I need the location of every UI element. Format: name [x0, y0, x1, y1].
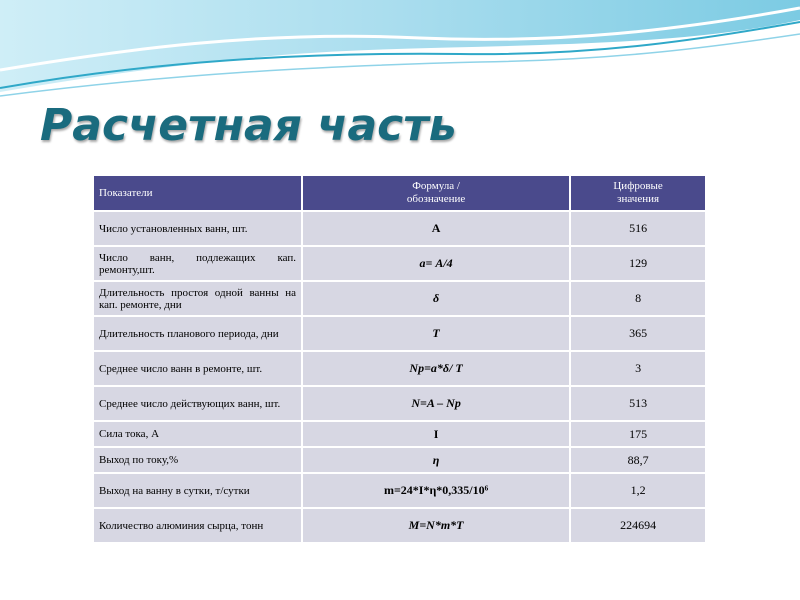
indicator-cell: Количество алюминия сырца, тонн	[94, 509, 301, 542]
indicator-cell: Среднее число ванн в ремонте, шт.	[94, 352, 301, 385]
formula-cell: η	[303, 448, 569, 472]
value-cell: 516	[571, 212, 705, 245]
table-row	[94, 387, 705, 420]
indicator-cell: Выход по току,%	[94, 448, 301, 472]
formula-cell: А	[303, 212, 569, 245]
table-row	[94, 422, 705, 446]
formula-cell: I	[303, 422, 569, 446]
header-values-line2: значения	[617, 193, 660, 205]
header-formula-line2: обозначение	[406, 193, 466, 205]
indicators-table	[92, 174, 707, 544]
formula-cell: M=N*m*T	[303, 509, 569, 542]
indicator-cell: Число установленных ванн, шт.	[94, 212, 301, 245]
header-formula-line1: Формула /	[412, 180, 460, 192]
header-formula	[303, 176, 569, 210]
value-cell: 3	[571, 352, 705, 385]
value-cell: 129	[571, 247, 705, 280]
value-cell: 513	[571, 387, 705, 420]
indicator-cell: Выход на ванну в сутки, т/сутки	[94, 474, 301, 507]
value-cell: 1,2	[571, 474, 705, 507]
slide-title: Расчетная часть	[40, 100, 457, 151]
formula-cell: N=A – Nр	[303, 387, 569, 420]
indicator-cell: Число ванн, подлежащих кап. ремонту,шт.	[94, 247, 301, 280]
value-cell: 88,7	[571, 448, 705, 472]
value-cell: 175	[571, 422, 705, 446]
formula-cell: m=24*I*η*0,335/10⁶	[303, 474, 569, 507]
table-header-row	[94, 176, 705, 210]
indicator-cell: Среднее число действующих ванн, шт.	[94, 387, 301, 420]
formula-cell: а= А/4	[303, 247, 569, 280]
formula-cell: Nр=а*δ/ Т	[303, 352, 569, 385]
table-row	[94, 317, 705, 350]
header-values	[571, 176, 705, 210]
table-row	[94, 352, 705, 385]
value-cell: 8	[571, 282, 705, 315]
table-row	[94, 509, 705, 542]
indicator-cell: Длительность простоя одной ванны на кап. ремонте, дни	[94, 282, 301, 315]
table-row	[94, 474, 705, 507]
table-row	[94, 247, 705, 280]
value-cell: 365	[571, 317, 705, 350]
table-row	[94, 282, 705, 315]
header-values-line1: Цифровые	[613, 180, 663, 192]
formula-cell: Т	[303, 317, 569, 350]
indicator-cell: Длительность планового периода, дни	[94, 317, 301, 350]
indicator-cell: Сила тока, А	[94, 422, 301, 446]
formula-cell: δ	[303, 282, 569, 315]
header-indicators: Показатели	[94, 176, 301, 210]
header-wave-decoration	[0, 0, 800, 100]
table-row	[94, 448, 705, 472]
table-row	[94, 212, 705, 245]
value-cell: 224694	[571, 509, 705, 542]
